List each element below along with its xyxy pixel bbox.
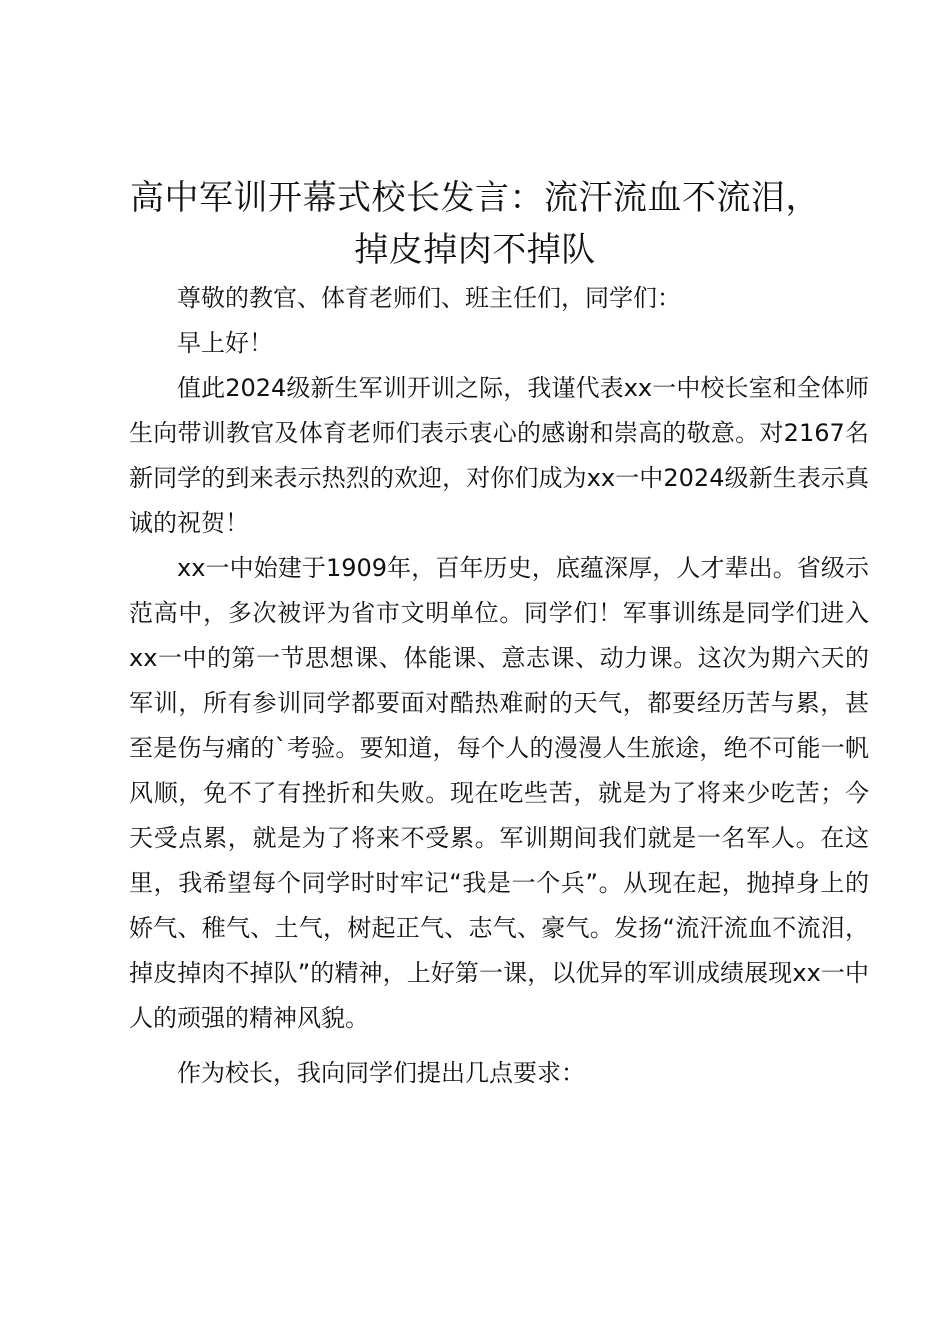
document-title bbox=[100, 172, 850, 276]
paragraph-3: 作为校长，我向同学们提出几点要求： bbox=[177, 1059, 585, 1087]
salutation: 尊敬的教官、体育老师们、班主任们，同学们： bbox=[177, 284, 681, 312]
title-line-1: 高中军训开幕式校长发言：流汗流血不流泪， bbox=[130, 178, 820, 218]
paragraph-2: xx一中始建于1909年，百年历史，底蕴深厚，人才辈出。省级示范高中，多次被评为省市文明单位。同学们！军事训练是同学们进入xx一中的第一节思想课、体能课、意志课、动力课。这次为期六天的军训，所有参训同学都要面对酷热难耐的天气，都要经历苦与累，甚至是伤与痛的`考验。要知道，每个人的漫漫人生旅途，绝不可能一帆风顺，免不了有挫折和失败。现在吃些苦，就是为了将来少吃苦；今天受点累，就是为了将来不受累。军训期间我们就是一名军人。在这里，我希望每个同学时时牢记“我是一个兵”。从现在起，抛掉身上的娇气、稚气、土气，树起正气、志气、豪气。发扬“流汗流血不流泪，掉皮掉肉不掉队”的精神，上好第一课，以优异的军训成绩展现xx一中人的顽强的精神风貌。 bbox=[129, 554, 869, 1032]
document-body bbox=[129, 276, 869, 1096]
paragraph-1: 值此2024级新生军训开训之际，我谨代表xx一中校长室和全体师生向带训教官及体育老师们表示衷心的感谢和崇高的敬意。对2167名新同学的到来表示热烈的欢迎，对你们成为xx一中2024级新生表示真诚的祝贺！ bbox=[129, 374, 869, 537]
title-line-2: 掉皮掉肉不掉队 bbox=[354, 230, 596, 270]
greeting: 早上好！ bbox=[177, 329, 273, 357]
